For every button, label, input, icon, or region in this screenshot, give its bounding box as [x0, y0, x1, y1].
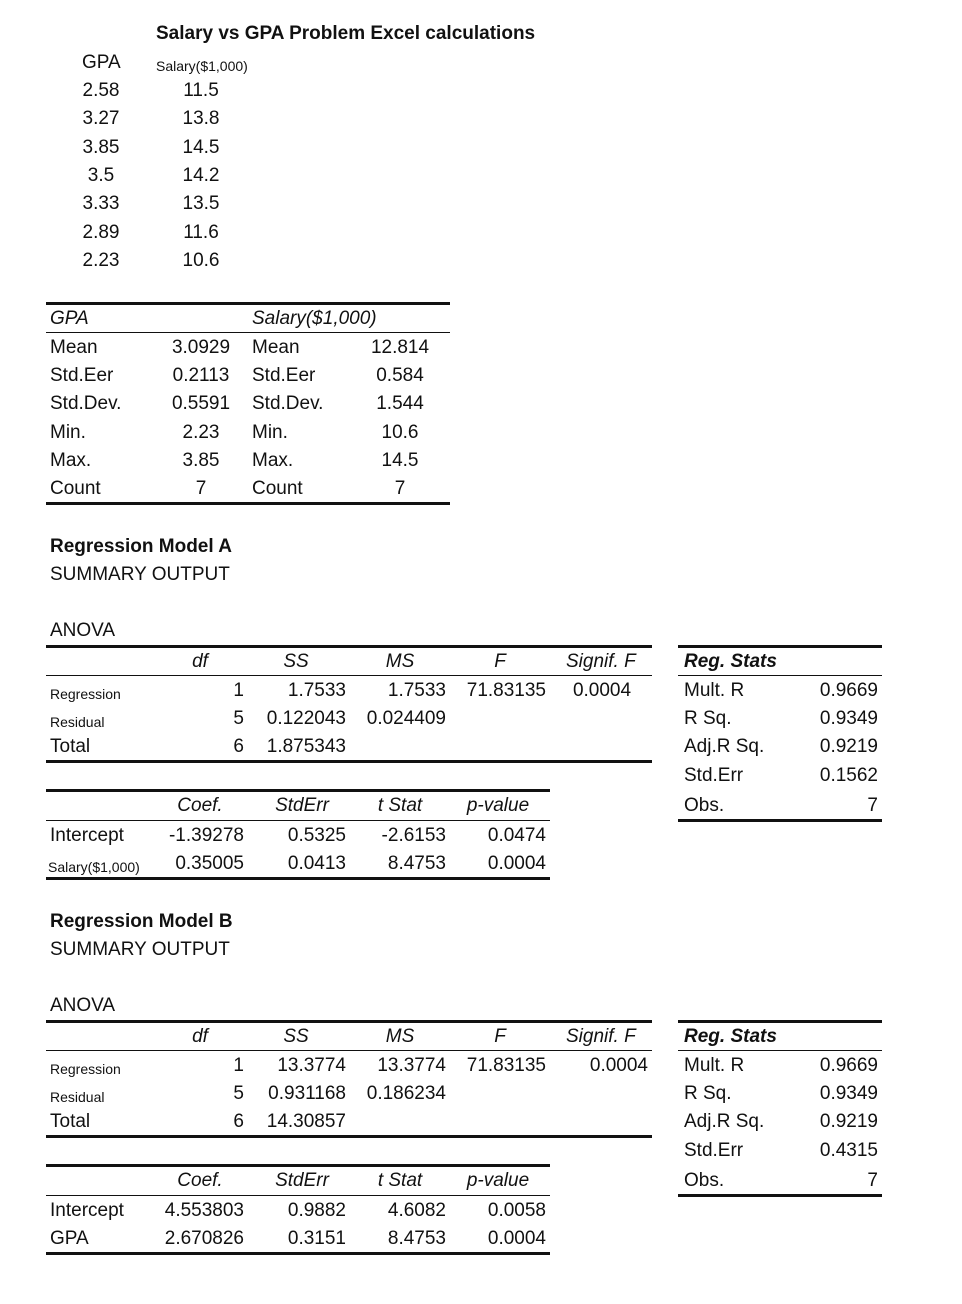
model-b-subtitle: SUMMARY OUTPUT [50, 939, 230, 960]
model-b-coef-header: Coef. [177, 1170, 223, 1191]
model-a-regstats-title: Reg. Stats [684, 651, 777, 672]
model-a-ss: 0.122043 [266, 708, 346, 729]
model-a-subtitle: SUMMARY OUTPUT [50, 564, 230, 585]
model-b-df: 1 [233, 1055, 244, 1076]
model-a-anova-header: MS [385, 651, 415, 672]
model-a-tstat: -2.6153 [381, 825, 446, 846]
model-b-anova-label: ANOVA [50, 995, 116, 1016]
desc-stat-label: Std.Eer [252, 365, 316, 386]
desc-stat-label: Std.Dev. [50, 393, 122, 414]
model-b-tstat: 4.6082 [387, 1200, 446, 1221]
model-a-regstat-label: Adj.R Sq. [684, 736, 765, 757]
model-a-sig: 0.0004 [572, 680, 632, 701]
model-b-anova-header: MS [385, 1026, 415, 1047]
model-b-anova-header: df [192, 1026, 208, 1047]
desc-gpa-value: 3.0929 [171, 337, 231, 358]
desc-bottom-rule [46, 502, 450, 505]
model-b-sig: 0.0004 [589, 1055, 648, 1076]
model-b-pvalue: 0.0058 [487, 1200, 546, 1221]
model-b-coef-label: GPA [50, 1228, 89, 1249]
desc-salary-value: 1.544 [376, 393, 424, 414]
model-a-ss: 1.875343 [266, 736, 346, 757]
raw-gpa-value: 2.89 [82, 222, 120, 243]
model-a-coef-header-rule [46, 820, 550, 821]
model-b-pvalue: 0.0004 [487, 1228, 546, 1249]
model-b-coef-top-rule [46, 1164, 550, 1167]
model-a-df: 5 [233, 708, 244, 729]
model-a-pvalue: 0.0004 [487, 853, 546, 874]
model-b-ss: 14.30857 [266, 1111, 346, 1132]
desc-stat-label: Min. [252, 422, 288, 443]
model-b-coef: 4.553803 [164, 1200, 244, 1221]
desc-header-rule [46, 332, 450, 333]
model-b-ms: 0.186234 [366, 1083, 446, 1104]
model-b-stderr: 0.3151 [287, 1228, 346, 1249]
raw-salary-value: 10.6 [182, 250, 220, 271]
model-a-anova-header: Signif. F [566, 651, 636, 672]
desc-stat-label: Max. [50, 450, 92, 471]
model-a-coef-header: StdErr [275, 795, 329, 816]
model-a-regstat-value: 0.9219 [819, 736, 878, 757]
raw-salary-value: 13.5 [182, 193, 220, 214]
raw-gpa-value: 3.27 [82, 108, 120, 129]
model-a-anova-header: SS [283, 651, 309, 672]
model-b-regstats-title: Reg. Stats [684, 1026, 777, 1047]
model-a-anova-header: df [192, 651, 208, 672]
model-b-coef-header: t Stat [377, 1170, 423, 1191]
raw-gpa-value: 3.5 [87, 165, 115, 186]
model-a-regstat-label: Std.Err [684, 765, 744, 786]
raw-salary-value: 11.6 [183, 222, 219, 243]
model-b-regstats-top-rule [678, 1020, 882, 1023]
model-a-regstat-value: 0.9349 [819, 708, 878, 729]
model-b-regstat-label: Adj.R Sq. [684, 1111, 765, 1132]
desc-gpa-value: 3.85 [182, 450, 220, 471]
model-b-regstat-value: 7 [867, 1170, 878, 1191]
raw-gpa-value: 3.85 [82, 137, 120, 158]
desc-stat-label: Count [252, 478, 303, 499]
model-a-anova-top-rule [46, 645, 652, 648]
model-a-coef-label: Intercept [50, 825, 124, 846]
model-a-anova-header: F [494, 651, 506, 672]
model-b-regstat-label: Obs. [684, 1170, 725, 1191]
model-b-coef-bottom-rule [46, 1252, 550, 1255]
raw-salary-value: 11.5 [183, 80, 219, 101]
model-b-ms: 13.3774 [377, 1055, 446, 1076]
model-b-coef-header: p-value [466, 1170, 530, 1191]
raw-gpa-value: 2.23 [82, 250, 120, 271]
model-a-coef: -1.39278 [168, 825, 244, 846]
model-b-regstat-label: Mult. R [684, 1055, 745, 1076]
desc-stat-label: Mean [50, 337, 98, 358]
desc-salary-value: 12.814 [370, 337, 430, 358]
model-b-regstat-label: Std.Err [684, 1140, 744, 1161]
model-a-anova-bottom-rule [46, 760, 652, 763]
model-a-regstats-top-rule [678, 645, 882, 648]
model-b-anova-bottom-rule [46, 1135, 652, 1138]
model-a-regstat-label: Obs. [684, 795, 725, 816]
model-a-coef: 0.35005 [175, 853, 244, 874]
desc-salary-value: 10.6 [381, 422, 419, 443]
model-b-regstat-value: 0.4315 [819, 1140, 878, 1161]
model-a-f: 71.83135 [466, 680, 546, 701]
model-b-regstats-bottom-rule [678, 1194, 882, 1197]
model-b-coef: 2.670826 [164, 1228, 244, 1249]
model-b-regstats-header-rule [678, 1050, 882, 1051]
model-b-stderr: 0.9882 [287, 1200, 346, 1221]
model-a-regstats-bottom-rule [678, 819, 882, 822]
model-a-row-label: Residual [50, 714, 105, 730]
model-b-anova-header-rule [46, 1050, 652, 1051]
model-a-pvalue: 0.0474 [487, 825, 546, 846]
desc-gpa-value: 7 [195, 478, 207, 499]
model-a-regstat-value: 0.1562 [819, 765, 878, 786]
desc-stat-label: Count [50, 478, 101, 499]
raw-salary-value: 14.2 [182, 165, 220, 186]
model-b-df: 6 [233, 1111, 244, 1132]
model-a-coef-top-rule [46, 789, 550, 792]
desc-top-rule [46, 302, 450, 305]
model-b-coef-header-rule [46, 1195, 550, 1196]
model-b-row-label: Total [50, 1111, 91, 1132]
model-b-tstat: 8.4753 [387, 1228, 446, 1249]
desc-salary-value: 14.5 [381, 450, 419, 471]
model-b-coef-label: Intercept [50, 1200, 124, 1221]
model-a-coef-bottom-rule [46, 877, 550, 880]
model-b-coef-header: StdErr [275, 1170, 329, 1191]
model-b-row-label: Regression [50, 1061, 121, 1077]
page-title: Salary vs GPA Problem Excel calculations [156, 23, 536, 44]
model-b-regstat-label: R Sq. [684, 1083, 732, 1104]
desc-salary-value: 7 [394, 478, 406, 499]
model-a-regstat-label: R Sq. [684, 708, 732, 729]
model-a-ms: 0.024409 [366, 708, 446, 729]
desc-salary-value: 0.584 [376, 365, 424, 386]
raw-salary-value: 14.5 [182, 137, 220, 158]
model-b-ss: 13.3774 [277, 1055, 346, 1076]
model-a-regstat-value: 0.9669 [819, 680, 878, 701]
raw-gpa-value: 3.33 [82, 193, 120, 214]
model-b-anova-header: Signif. F [566, 1026, 636, 1047]
desc-gpa-header: GPA [50, 308, 89, 329]
model-a-df: 6 [233, 736, 244, 757]
raw-gpa-value: 2.58 [82, 80, 120, 101]
model-a-coef-header: t Stat [377, 795, 423, 816]
model-a-regstat-label: Mult. R [684, 680, 745, 701]
model-a-stderr: 0.0413 [287, 853, 346, 874]
desc-gpa-value: 0.5591 [171, 393, 231, 414]
model-a-row-label: Total [50, 736, 91, 757]
model-b-df: 5 [233, 1083, 244, 1104]
model-a-ms: 1.7533 [387, 680, 446, 701]
model-a-coef-label: Salary($1,000) [48, 859, 140, 875]
desc-gpa-value: 0.2113 [172, 365, 230, 386]
model-a-ss: 1.7533 [287, 680, 346, 701]
model-b-anova-top-rule [46, 1020, 652, 1023]
model-a-coef-header: Coef. [177, 795, 223, 816]
model-a-anova-header-rule [46, 675, 652, 676]
model-a-regstats-header-rule [678, 675, 882, 676]
model-a-stderr: 0.5325 [287, 825, 346, 846]
model-b-row-label: Residual [50, 1089, 105, 1105]
model-b-regstat-value: 0.9219 [819, 1111, 878, 1132]
model-a-df: 1 [233, 680, 244, 701]
model-b-title: Regression Model B [50, 911, 233, 932]
model-b-ss: 0.931168 [268, 1083, 346, 1104]
desc-stat-label: Std.Dev. [252, 393, 324, 414]
model-b-regstat-value: 0.9669 [819, 1055, 878, 1076]
desc-salary-header: Salary($1,000) [252, 308, 377, 329]
model-a-anova-label: ANOVA [50, 620, 116, 641]
model-b-regstat-value: 0.9349 [819, 1083, 878, 1104]
desc-stat-label: Mean [252, 337, 300, 358]
raw-salary-header: Salary($1,000) [156, 58, 248, 74]
model-a-title: Regression Model A [50, 536, 232, 557]
model-b-anova-header: F [494, 1026, 506, 1047]
desc-stat-label: Std.Eer [50, 365, 114, 386]
desc-stat-label: Min. [50, 422, 86, 443]
model-a-coef-header: p-value [466, 795, 530, 816]
model-a-row-label: Regression [50, 686, 121, 702]
model-b-anova-header: SS [283, 1026, 309, 1047]
model-a-regstat-value: 7 [867, 795, 878, 816]
raw-salary-value: 13.8 [182, 108, 220, 129]
desc-stat-label: Max. [252, 450, 294, 471]
model-b-f: 71.83135 [466, 1055, 546, 1076]
raw-gpa-header: GPA [82, 52, 121, 73]
model-a-tstat: 8.4753 [387, 853, 446, 874]
desc-gpa-value: 2.23 [182, 422, 220, 443]
